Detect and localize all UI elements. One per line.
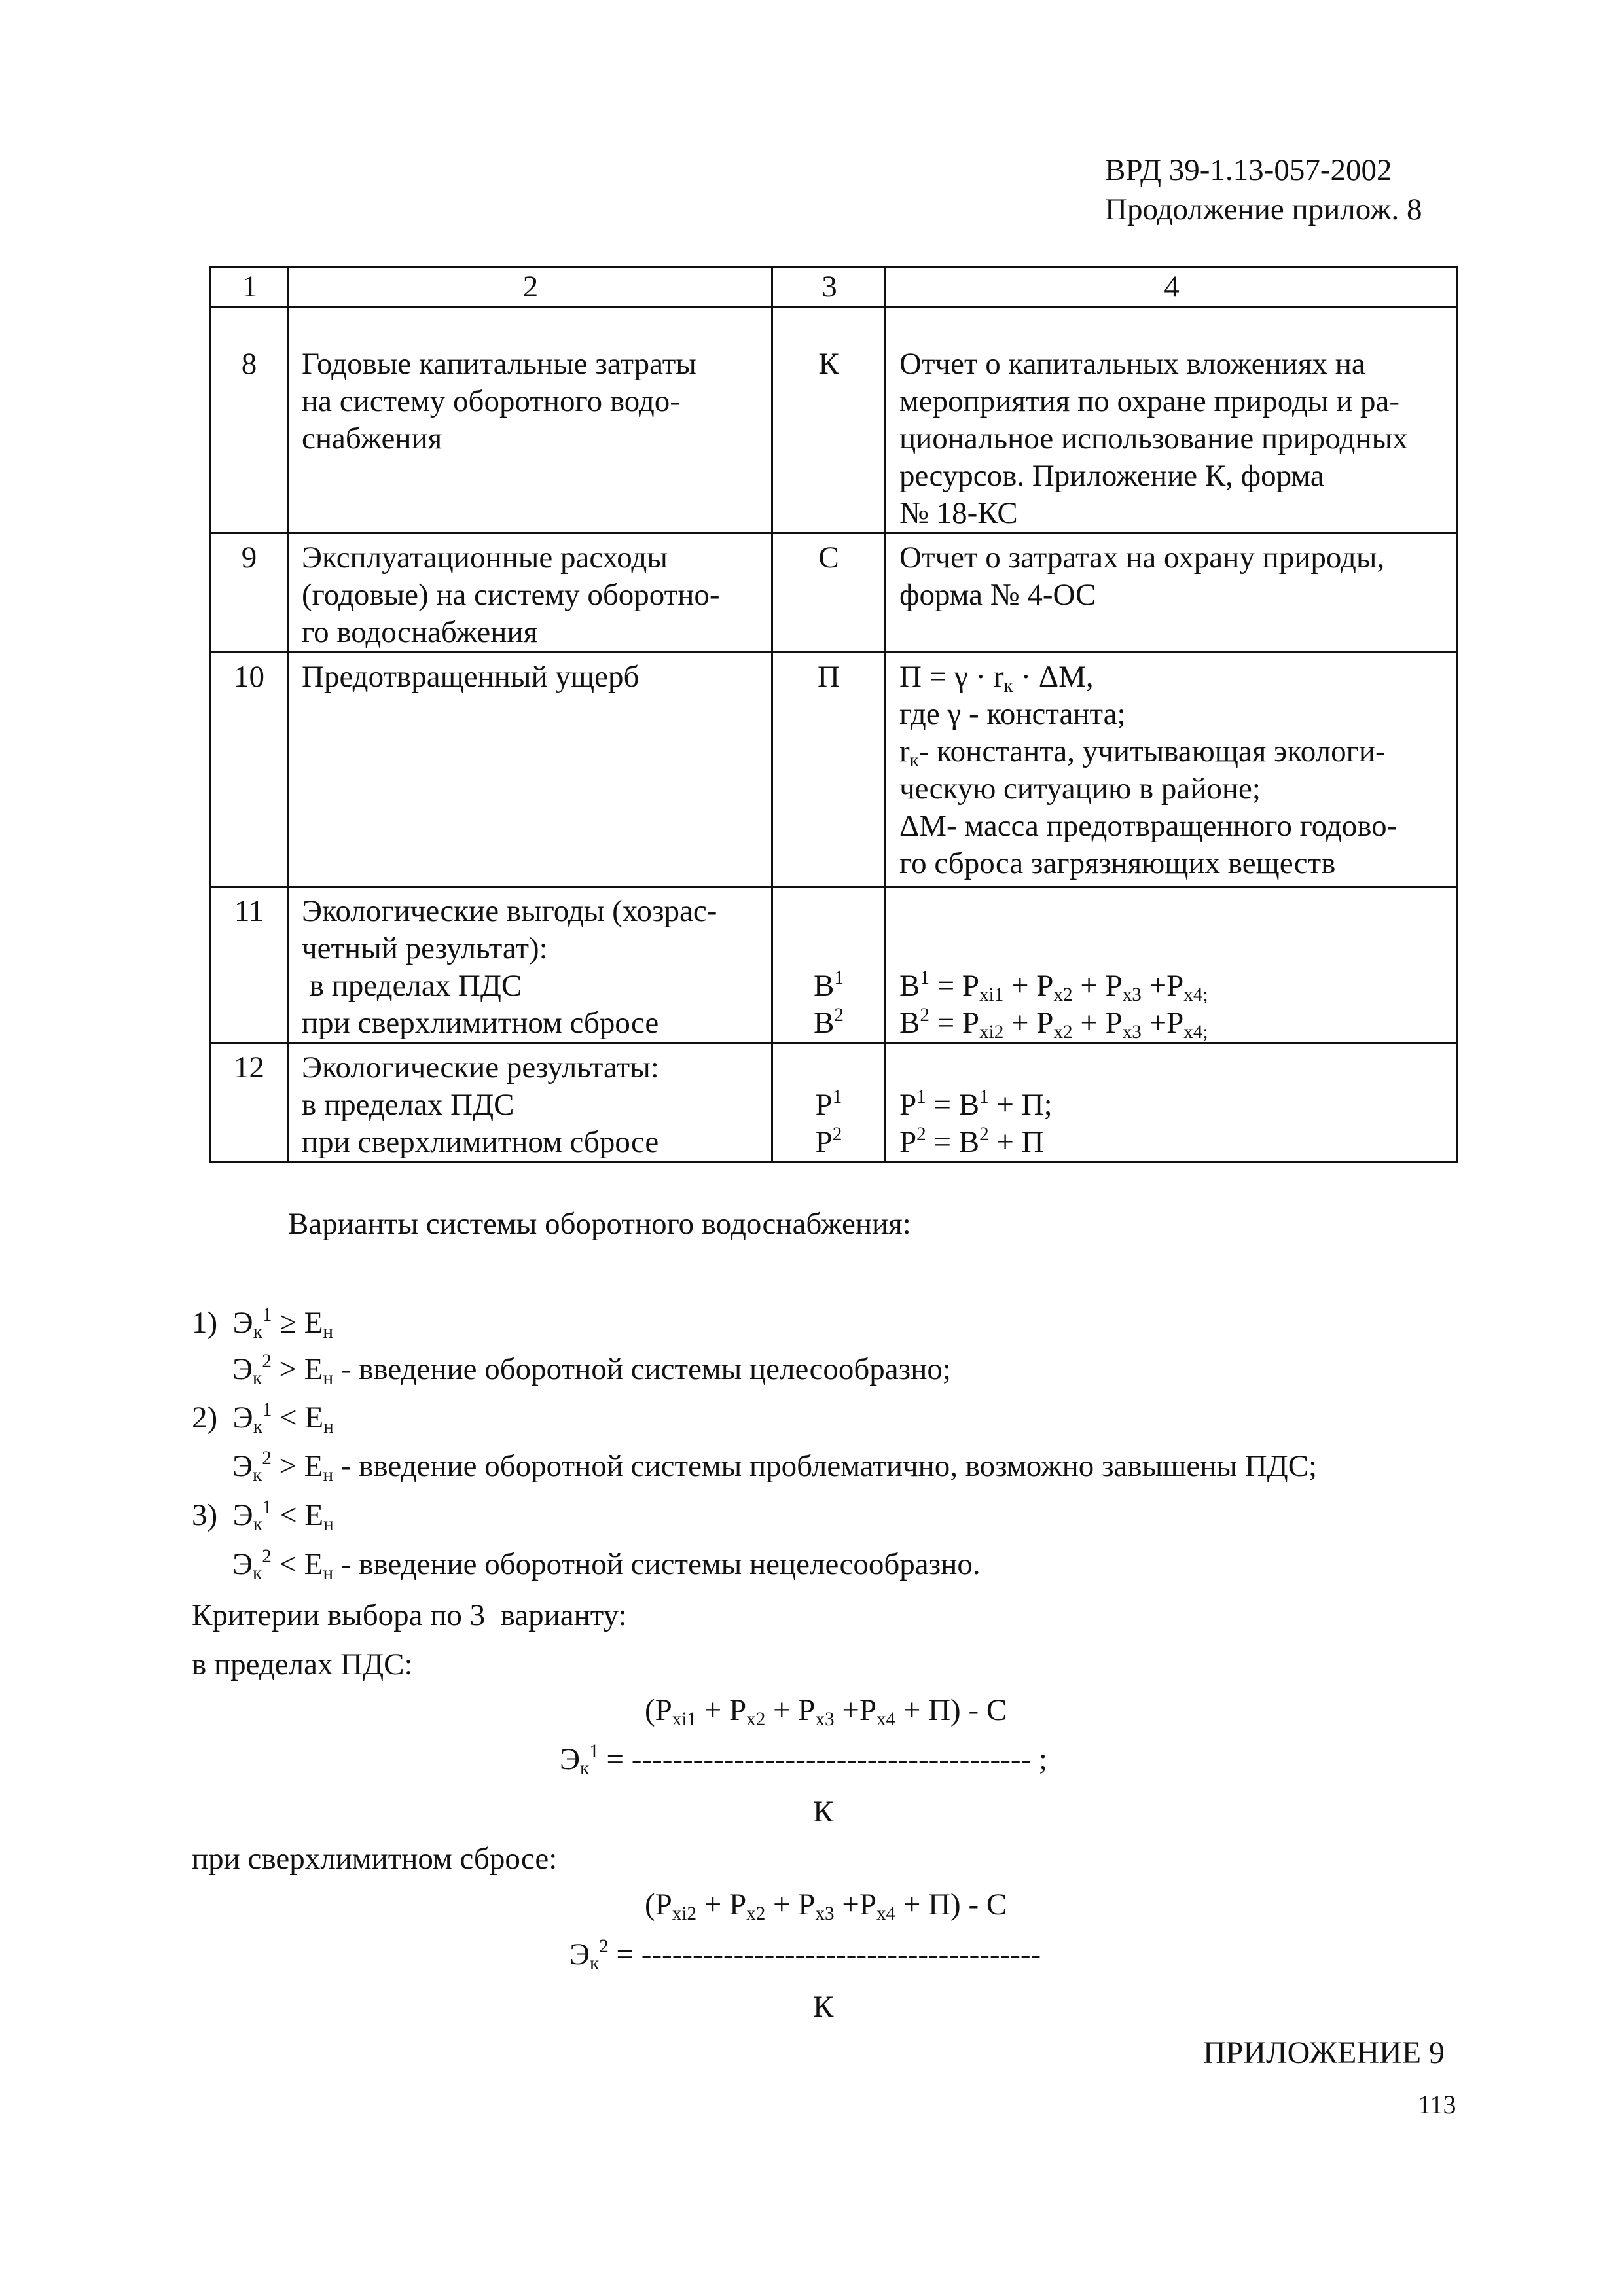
text-line: ческую ситуацию в районе; (899, 772, 1261, 806)
text-line: ΔМ- масса предотвращенного годово- (899, 809, 1398, 843)
col-header: 3 (772, 267, 886, 307)
continuation-label: Продолжение прилож. 8 (1105, 192, 1422, 226)
text-line: $r_к-$ константа, учитывающая экологи- (899, 734, 1386, 772)
text-line: го водоснабжения (302, 615, 538, 649)
row-name (288, 533, 772, 653)
symbol-line: $В^2$ (814, 1004, 844, 1040)
row-symbol: П (772, 653, 886, 887)
formula-line: $В^1 = Р_{хi1} + Р_{х2} + Р_{х3} +Р_{х4;}$ (899, 967, 1208, 1006)
row-number: 8 (211, 307, 288, 533)
row-symbol: С (772, 533, 886, 653)
text-line: в пределах ПДС (302, 969, 522, 1003)
text-line: при сверхлимитном сбросе (302, 1125, 659, 1159)
text-line: снабжения (302, 422, 442, 456)
text-line: Годовые капитальные затраты (302, 347, 696, 381)
variant-2-result: $Э_к^2 > Е_н$ - введение оборотной системы проблематично, возможно завышены ПДС; (232, 1447, 1318, 1486)
row-source (886, 307, 1457, 533)
row-source (886, 1043, 1457, 1162)
row-name (288, 653, 772, 887)
text-line: Экологические результаты: (302, 1050, 659, 1085)
row-number: 10 (211, 653, 288, 887)
col-header: 1 (211, 267, 288, 307)
document-code: ВРД 39-1.13-057-2002 (1105, 153, 1392, 187)
text-line: ресурсов. Приложение К, форма (899, 459, 1324, 493)
formula-line: $Р^2 = В^2 + П$ (899, 1123, 1044, 1159)
table-row (211, 533, 1457, 653)
appendix-heading: ПРИЛОЖЕНИЕ 9 (1203, 2036, 1445, 2070)
col-header: 2 (288, 267, 772, 307)
data-table (209, 266, 1456, 1159)
text-line: го сброса загрязняющих веществ (899, 846, 1336, 880)
page-number: 113 (1418, 2090, 1456, 2119)
text-line: № 18-КС (899, 496, 1018, 530)
text-line: четный результат): (302, 931, 548, 965)
row-symbol (772, 1043, 886, 1162)
variant-2-condition: 2) $Э_к^1 < Е_н$ (192, 1399, 334, 1438)
row-number: 11 (211, 887, 288, 1043)
formula-2-numerator: $(Р_{хi2} + Р_{х2} + Р_{х3} +Р_{х4} + П) - С$ (645, 1888, 1007, 1925)
row-source (886, 653, 1457, 887)
text-line: Экологические выгоды (хозрас- (302, 894, 717, 928)
variant-1-result: $Э_к^2 > Е_н$ - введение оборотной системы целесообразно; (232, 1350, 951, 1390)
excess-discharge-label: при сверхлимитном сбросе: (192, 1842, 558, 1876)
symbol-line: $Р^2$ (815, 1123, 842, 1159)
row-symbol: К (772, 307, 886, 533)
text-line: Отчет о капитальных вложениях на (899, 347, 1365, 381)
row-source (886, 887, 1457, 1043)
variant-1-condition: 1) $Э_к^1 \ge Е_н$ (192, 1304, 334, 1343)
formula-line: $П = \gamma \cdot r_к \cdot \Delta М$, (899, 660, 1094, 697)
formula-2-fraction-line: $Э_к^2$ = --------------------------------------- (569, 1935, 1041, 1975)
formula-1-numerator: $(Р_{хi1} + Р_{х2} + Р_{х3} +Р_{х4} + П) - С$ (645, 1693, 1007, 1731)
text-line: на систему оборотного водо- (302, 384, 680, 418)
row-number: 12 (211, 1043, 288, 1162)
row-name (288, 1043, 772, 1162)
table-row (211, 307, 1457, 533)
symbol-line: $Р^1$ (815, 1086, 842, 1122)
text-line: (годовые) на систему оборотно- (302, 578, 720, 612)
formula-1-fraction-line: $Э_к^1$ = --------------------------------------- ; (560, 1740, 1047, 1780)
row-name (288, 887, 772, 1043)
criteria-heading: Критерии выбора по 3 варианту: (192, 1598, 627, 1632)
text-line: Отчет о затратах на охрану природы, (899, 541, 1385, 575)
formula-line: $Р^1 = В^1 + П$; (899, 1086, 1053, 1122)
text-line: при сверхлимитном сбросе (302, 1006, 659, 1040)
row-source (886, 533, 1457, 653)
formula-1-denominator: К (813, 1795, 834, 1829)
row-name (288, 307, 772, 533)
variant-3-condition: 3) $Э_к^1 < Е_н$ (192, 1496, 334, 1535)
text-line: циональное использование природных (899, 422, 1408, 456)
symbol-line: $В^1$ (814, 967, 844, 1003)
row-symbol (772, 887, 886, 1043)
text-line: форма № 4-ОС (899, 578, 1096, 612)
text-line: в пределах ПДС (302, 1088, 514, 1122)
table-header-row (211, 267, 1457, 307)
row-number: 9 (211, 533, 288, 653)
table-row (211, 887, 1457, 1043)
table-row (211, 653, 1457, 887)
formula-line: $В^2 = Р_{хi2} + Р_{х2} + Р_{х3} +Р_{х4;}$ (899, 1004, 1208, 1043)
within-pds-label: в пределах ПДС: (192, 1647, 413, 1681)
text-line: где γ - константа; (899, 697, 1126, 731)
text-line: мероприятия по охране природы и ра- (899, 384, 1400, 418)
col-header: 4 (886, 267, 1457, 307)
text-line: Предотвращенный ущерб (302, 660, 640, 694)
table-row (211, 1043, 1457, 1162)
variants-heading: Варианты системы оборотного водоснабжения: (288, 1207, 911, 1241)
formula-2-denominator: К (813, 1990, 834, 2024)
text-line: Эксплуатационные расходы (302, 541, 668, 575)
variant-3-result: $Э_к^2 < Е_н$ - введение оборотной системы нецелесообразно. (232, 1545, 981, 1585)
